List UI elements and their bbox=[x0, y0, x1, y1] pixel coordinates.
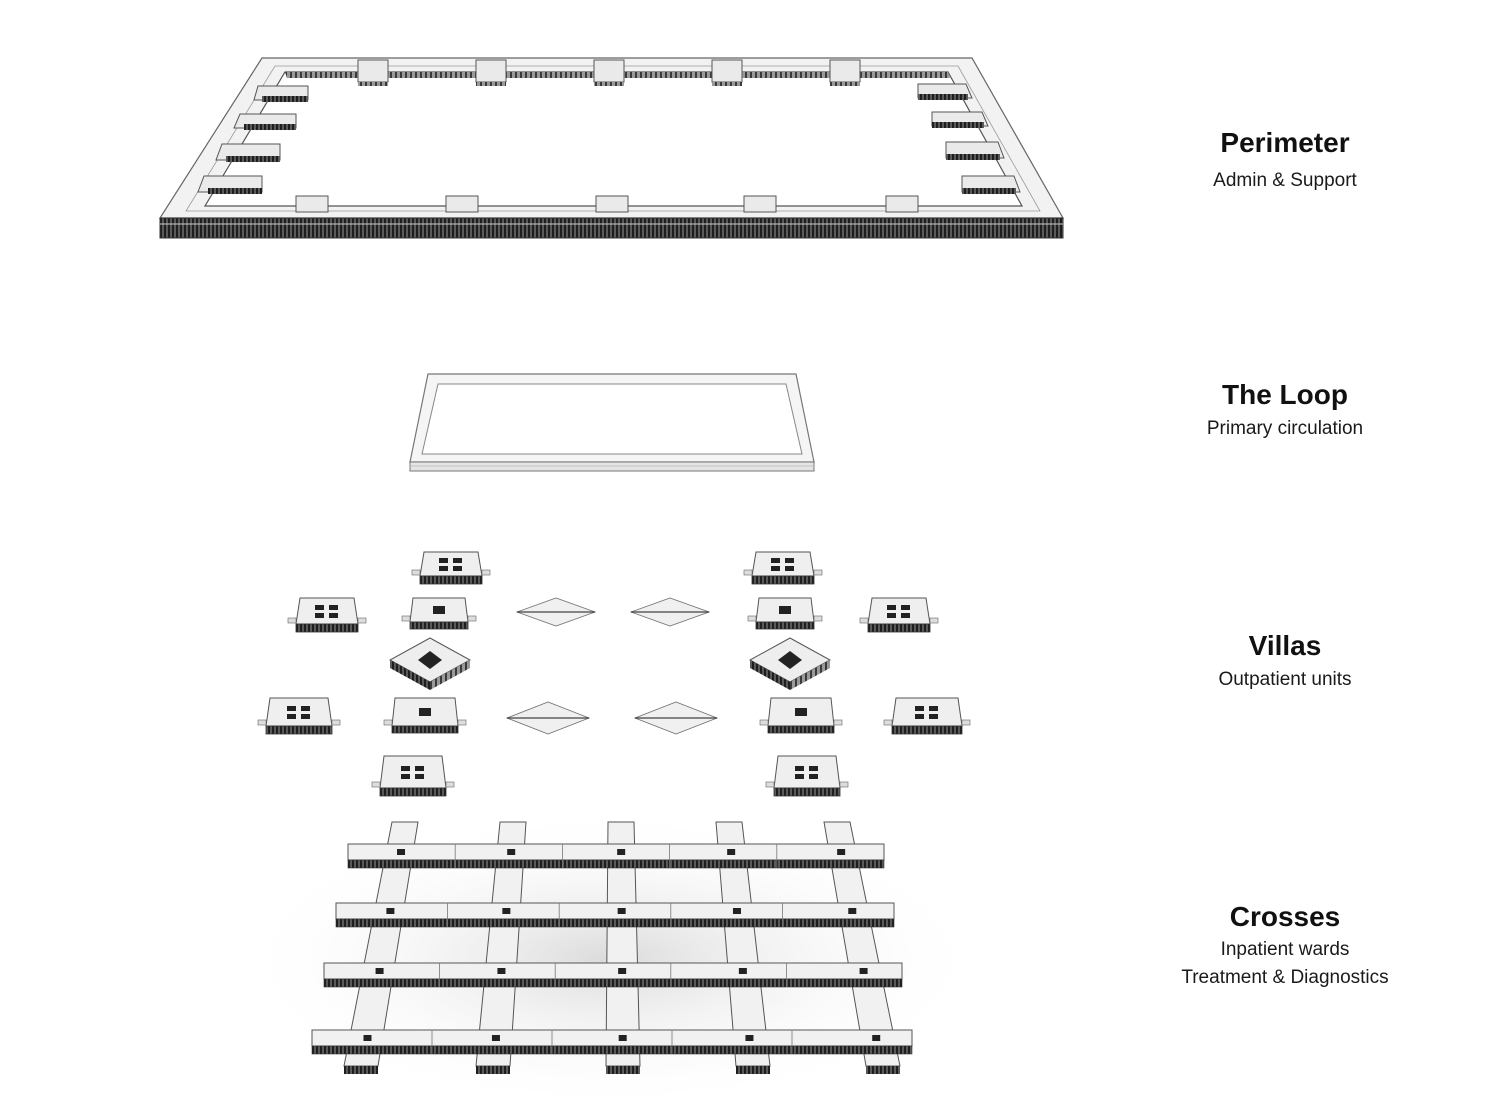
villa-block bbox=[748, 598, 822, 629]
villas-label bbox=[1130, 629, 1440, 692]
villa-block bbox=[372, 756, 454, 796]
loop-layer bbox=[410, 374, 814, 471]
villa-block bbox=[412, 552, 490, 584]
loop-title: The Loop bbox=[1222, 379, 1348, 410]
cross-node bbox=[618, 908, 626, 914]
crosses-subtitle-1: Inpatient wards bbox=[1220, 939, 1350, 960]
cross-node bbox=[617, 849, 625, 855]
cross-node bbox=[397, 849, 405, 855]
villa-block bbox=[884, 698, 970, 734]
villa-block bbox=[631, 598, 709, 626]
cross-node bbox=[739, 968, 747, 974]
cross-node bbox=[848, 908, 856, 914]
villas-layer bbox=[258, 552, 970, 796]
cross-arm-horizontal bbox=[336, 903, 894, 927]
perimeter-layer bbox=[160, 58, 1063, 238]
cross-node bbox=[507, 849, 515, 855]
villa-block bbox=[860, 598, 938, 632]
cross-arm-horizontal bbox=[348, 844, 884, 868]
cross-node bbox=[363, 1035, 371, 1041]
loop-subtitle: Primary circulation bbox=[1206, 418, 1364, 439]
loop-label bbox=[1130, 378, 1440, 441]
cross-node bbox=[386, 908, 394, 914]
perimeter-label bbox=[1130, 126, 1440, 193]
villa-block bbox=[390, 638, 470, 690]
cross-node bbox=[619, 1035, 627, 1041]
cross-node bbox=[727, 849, 735, 855]
villa-block bbox=[760, 698, 842, 733]
cross-node bbox=[376, 968, 384, 974]
villa-block bbox=[402, 598, 476, 629]
cross-node bbox=[502, 908, 510, 914]
crosses-label bbox=[1130, 900, 1440, 990]
cross-node bbox=[618, 968, 626, 974]
villa-block bbox=[517, 598, 595, 626]
cross-node bbox=[497, 968, 505, 974]
villa-block bbox=[258, 698, 340, 734]
cross-node bbox=[872, 1035, 880, 1041]
villas-title: Villas bbox=[1248, 630, 1322, 661]
villa-block bbox=[635, 702, 717, 734]
cross-arm-horizontal bbox=[312, 1030, 912, 1054]
villa-block bbox=[744, 552, 822, 584]
villa-block bbox=[766, 756, 848, 796]
villas-subtitle: Outpatient units bbox=[1218, 669, 1352, 690]
crosses-subtitle-2: Treatment & Diagnostics bbox=[1181, 967, 1389, 988]
perimeter-title: Perimeter bbox=[1220, 127, 1350, 158]
villa-block bbox=[507, 702, 589, 734]
cross-node bbox=[733, 908, 741, 914]
villa-block bbox=[384, 698, 466, 733]
villa-block bbox=[750, 638, 830, 690]
cross-node bbox=[837, 849, 845, 855]
perimeter-subtitle: Admin & Support bbox=[1213, 170, 1357, 191]
cross-node bbox=[492, 1035, 500, 1041]
crosses-title: Crosses bbox=[1229, 901, 1341, 932]
crosses-layer bbox=[230, 810, 990, 1108]
villa-block bbox=[288, 598, 366, 632]
cross-node bbox=[860, 968, 868, 974]
cross-node bbox=[745, 1035, 753, 1041]
cross-arm-horizontal bbox=[324, 963, 902, 987]
